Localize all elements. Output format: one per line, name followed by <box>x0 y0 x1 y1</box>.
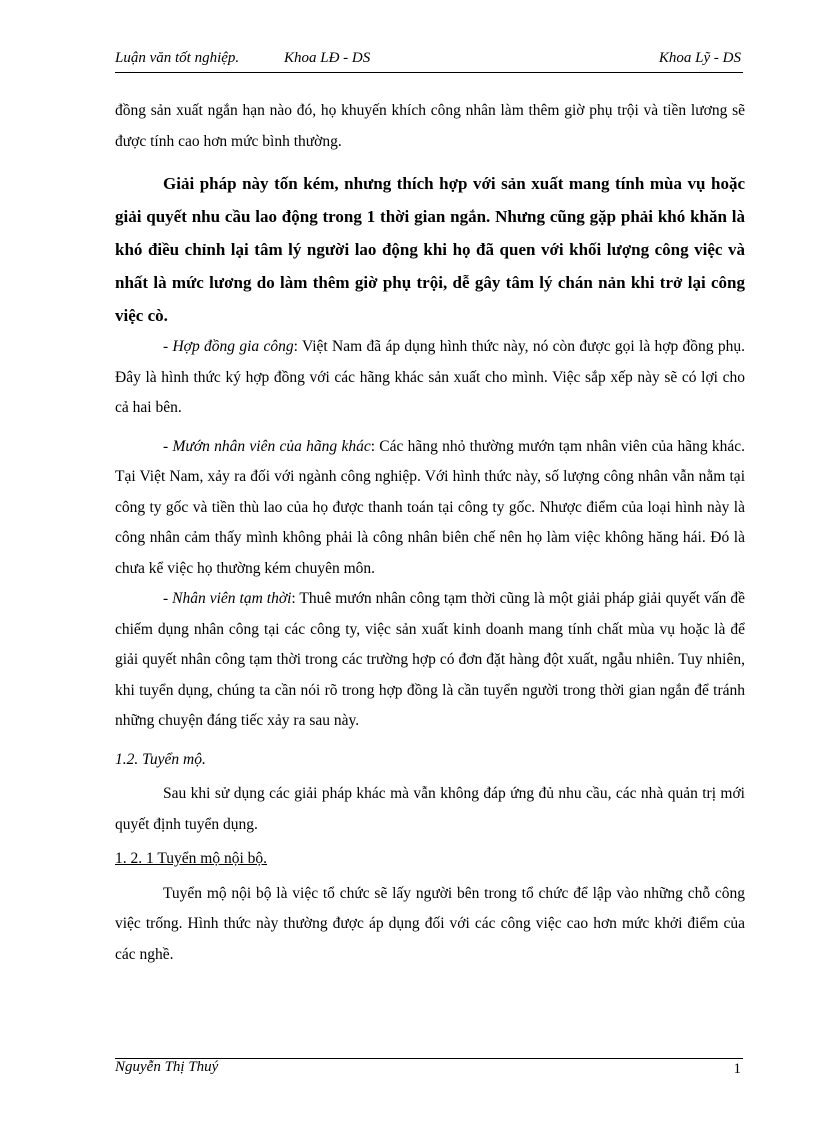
paragraph: Tuyển mộ nội bộ là việc tổ chức sẽ lấy người bên trong tổ chức để lập vào những chỗ công việc trống. Hình thức này thường được áp dụng đối với các công việc cao hơn mức khởi điểm của các nghề. <box>115 884 745 963</box>
bullet-dash: - <box>163 437 173 455</box>
footer-author: Nguyễn Thị Thuý <box>115 1059 219 1075</box>
paragraph-text: : Thuê mướn nhân công tạm thời cũng là một giải pháp giải quyết vấn đề chiếm dụng nhân công tại các công ty, việc sản xuất kinh doanh mang tính chất mùa vụ hoặc là để giải quyết nhân công tạm thời trong các trường hợp có đơn đặt hàng đột xuất, ngẫu nhiên. Tuy nhiên, khi tuyển dụng, chúng ta cần nói rõ trong hợp đồng là cần tuyển người trong thời gian ngắn để tránh những chuyện đáng tiếc xảy ra sau này. <box>115 590 745 729</box>
paragraph-borrowed-staff <box>115 432 745 585</box>
subsection-heading: 1. 2. 1 Tuyển mộ nội bộ. <box>115 850 268 867</box>
paragraph: Sau khi sử dụng các giải pháp khác mà vẫn không đáp ứng đủ nhu cầu, các nhà quản trị mới quyết định tuyển dụng. <box>115 785 745 833</box>
paragraph: đồng sản xuất ngắn hạn nào đó, họ khuyến khích công nhân làm thêm giờ phụ trội và tiền lương sẽ được tính cao hơn mức bình thường. <box>115 102 745 150</box>
paragraph-temporary-staff <box>115 584 745 737</box>
header-faculty-label: Khoa LĐ - DS <box>284 50 371 66</box>
header-thesis-label: Luận văn tốt nghiệp. <box>115 50 240 66</box>
page-footer <box>115 1058 743 1083</box>
term-label: Nhân viên tạm thời <box>172 590 292 607</box>
bold-paragraph: Giải pháp này tốn kém, nhưng thích hợp với sản xuất mang tính mùa vụ hoặc giải quyết nhu cầu lao động trong 1 thời gian ngắn. Nhưng cũng gặp phải khó khăn là khó điều chỉnh lại tâm lý người lao động khi họ đã quen với khối lượng công việc và nhất là mức lương do làm thêm giờ phụ trội, dễ gây tâm lý chán nản khi trở lại công việc cò. <box>115 174 745 325</box>
term-label: Mướn nhân viên của hãng khác <box>172 437 371 455</box>
paragraph-contract-work <box>115 332 745 424</box>
document-body <box>115 96 745 970</box>
paragraph-text: : Việt Nam đã áp dụng hình thức này, nó còn được gọi là hợp đồng phụ. Đây là hình thức ký hợp đồng với các hãng khác sản xuất cho mình. Việc sắp xếp này sẽ có lợi cho cả hai bên. <box>115 338 745 416</box>
bullet-dash: - <box>163 338 173 355</box>
paragraph-text: : Các hãng nhỏ thường mướn tạm nhân viên của hãng khác. Tại Việt Nam, xảy ra đối với ngành công nghiệp. Với hình thức này, số lượng công nhân vẫn nằm tại công ty gốc và tiền thù lao của họ được thanh toán tại công ty gốc. Nhược điểm của loại hình này là công nhân cảm thấy mình không phải là công nhân biên chế nên họ làm việc không hăng hái. Đó là chưa kể việc họ thường kém chuyên môn. <box>115 437 745 577</box>
page-number: 1 <box>733 1061 741 1077</box>
bullet-dash: - <box>163 590 173 607</box>
section-heading: 1.2. Tuyển mộ. <box>115 750 206 768</box>
term-label: Hợp đồng gia công <box>172 338 294 355</box>
page-header <box>115 48 743 73</box>
header-department-label: Khoa Lỹ - DS <box>658 50 741 66</box>
